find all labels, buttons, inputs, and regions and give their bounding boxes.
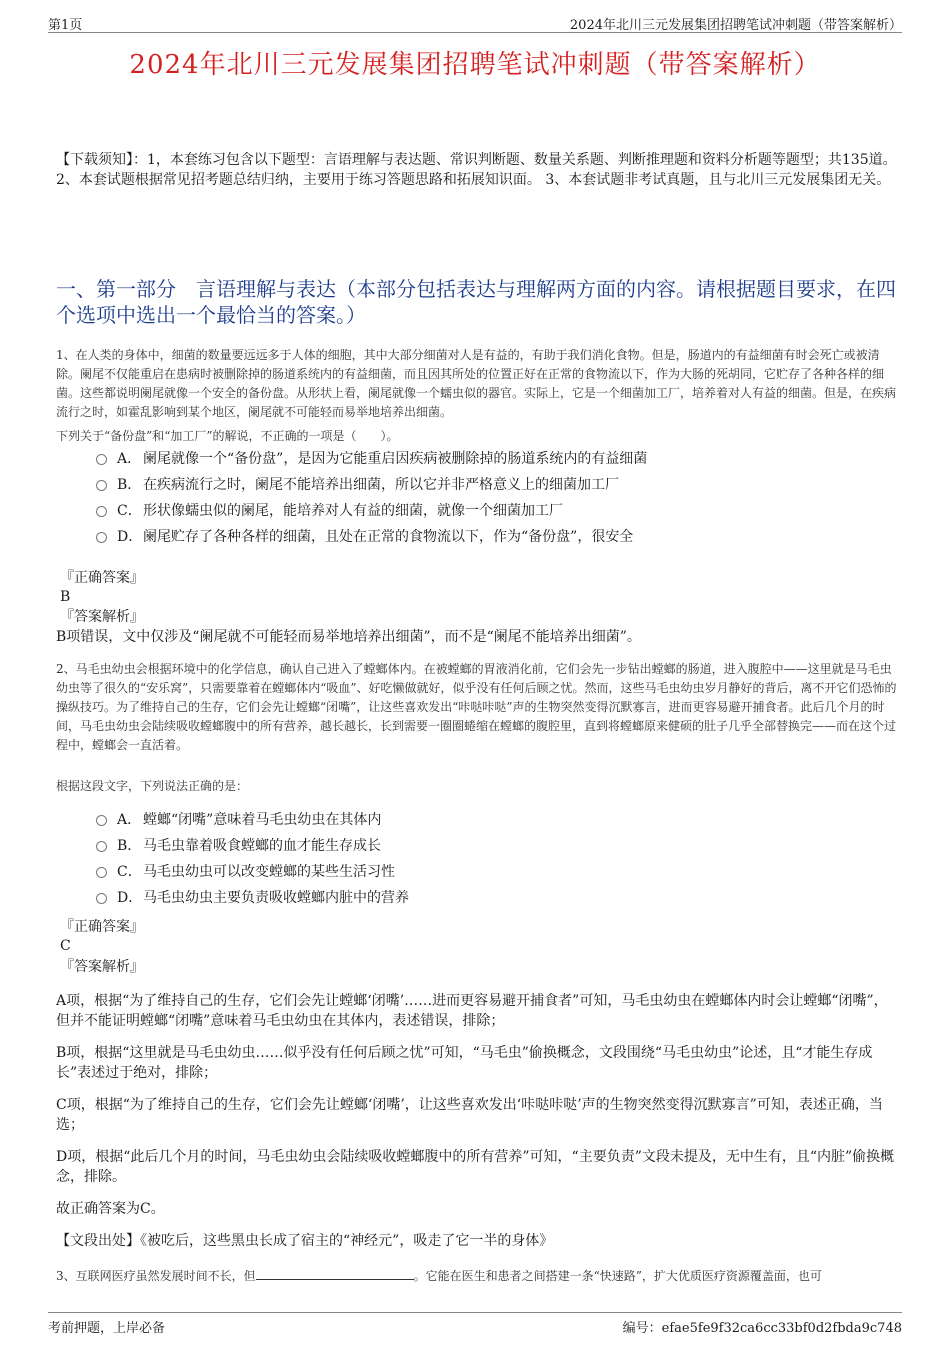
q2-option-b[interactable] (96, 835, 381, 857)
page-header (48, 12, 902, 33)
radio-icon[interactable] (96, 867, 107, 878)
q1-option-b[interactable] (96, 474, 619, 496)
option-letter: C． (117, 503, 142, 519)
q2-source: 【文段出处】《被吃后，这些黑虫长成了宿主的“神经元”，吸走了它一半的身体》 (56, 1233, 554, 1249)
q1-answer: B (60, 589, 71, 605)
q1-option-c[interactable] (96, 500, 563, 522)
option-letter: B． (117, 838, 142, 854)
q2-option-a[interactable] (96, 809, 381, 831)
q2-option-c[interactable] (96, 861, 395, 883)
radio-icon[interactable] (96, 454, 107, 465)
q1-passage: 1、在人类的身体中，细菌的数量要远远多于人体的细胞，其中大部分细菌对人是有益的，有助于我们消化食物。但是，肠道内的有益细菌有时会死亡或被清除。阑尾不仅能重启在患病时被删除掉的肠道系统内的有益细菌，而且因其所处的位置正好在正常的食物流以下，作为大肠的死胡同，它贮存了各种各样的细菌。这些都说明阑尾就像一个安全的备份盘。从形状上看，阑尾就像一个蠕虫似的器官。实际上，它是一个细菌加工厂，培养着对人有益的细菌。但是，在疾病流行之时，如霍乱影响到某个地区，阑尾就不可能轻而易举地培养出细菌。 (56, 348, 897, 419)
q2-analysis-d: D项，根据“此后几个月的时间，马毛虫幼虫会陆续吸收螳螂腹中的所有营养”可知，“主要负责”文段未提及，无中生有，且“内脏”偷换概念，排除。 (56, 1149, 895, 1185)
q2-analysis-c: C项，根据“为了维持自己的生存，它们会先让螳螂‘闭嘴’，让这些喜欢发出‘咔哒咔哒’声的生物突然变得沉默寡言”可知，表述正确，当选； (56, 1097, 883, 1133)
q2-analysis-label: 『答案解析』 (60, 959, 144, 975)
q3-stem (56, 1267, 900, 1286)
q1-analysis: B项错误，文中仅涉及“阑尾就不可能轻而易举地培养出细菌”，而不是“阑尾不能培养出细菌”。 (56, 629, 641, 645)
header-doc-title: 2024年北川三元发展集团招聘笔试冲刺题（带答案解析） (569, 18, 902, 33)
q2-option-d[interactable] (96, 887, 409, 909)
download-notice: 【下载须知】：1，本套练习包含以下题型：言语理解与表达题、常识判断题、数量关系题、判断推理题和资料分析题等题型；共135道。 2、本套试题根据常见招考题总结归纳，主要用于练习答题思路和拓展知识面。 3、本套试题非考试真题，且与北川三元发展集团无关。 (56, 152, 897, 188)
page-footer (48, 1312, 902, 1337)
q2-answer-label: 『正确答案』 (60, 919, 144, 935)
radio-icon[interactable] (96, 480, 107, 491)
q2-analysis-a: A项，根据“为了维持自己的生存，它们会先让螳螂‘闭嘴’……进而更容易避开捕食者”可知，马毛虫幼虫在螳螂体内时会让螳螂“闭嘴”，但并不能证明螳螂“闭嘴”意味着马毛虫幼虫在其体内，表述错误，排除； (56, 993, 888, 1029)
option-text: 螳螂“闭嘴”意味着马毛虫幼虫在其体内 (143, 812, 382, 828)
radio-icon[interactable] (96, 506, 107, 517)
q3-stem-before: 3、互联网医疗虽然发展时间不长，但 (56, 1269, 256, 1283)
option-letter: A． (117, 451, 142, 467)
option-letter: C． (117, 864, 142, 880)
q2-analysis-b: B项，根据“这里就是马毛虫幼虫……似乎没有任何后顾之忧”可知，“马毛虫”偷换概念，文段围绕“马毛虫幼虫”论述，且“才能生存成长”表述过于绝对，排除； (56, 1045, 873, 1081)
option-letter: A． (117, 812, 142, 828)
q1-option-a[interactable] (96, 448, 647, 470)
page-number: 第1页 (48, 18, 83, 33)
option-letter: B． (117, 477, 142, 493)
q2-stem: 根据这段文字，下列说法正确的是： (56, 779, 249, 793)
page-title: 2024年北川三元发展集团招聘笔试冲刺题（带答案解析） (129, 50, 821, 80)
option-text: 马毛虫幼虫可以改变螳螂的某些生活习性 (143, 864, 395, 880)
fill-in-blank (256, 1267, 414, 1280)
q2-answer: C (60, 938, 71, 954)
q3-stem-after: 。它能在医生和患者之间搭建一条“快速路”，扩大优质医疗资源覆盖面，也可 (413, 1269, 822, 1283)
option-text: 形状像蠕虫似的阑尾，能培养对人有益的细菌，就像一个细菌加工厂 (143, 503, 563, 519)
option-text: 马毛虫幼虫主要负责吸收螳螂内脏中的营养 (143, 890, 409, 906)
section-title: 一、第一部分 言语理解与表达（本部分包括表达与理解两方面的内容。请根据题目要求，在四个选项中选出一个最恰当的答案。） (56, 277, 896, 327)
radio-icon[interactable] (96, 841, 107, 852)
option-text: 阑尾贮存了各种各样的细菌，且处在正常的食物流以下，作为“备份盘”，很安全 (143, 529, 634, 545)
q2-conclusion: 故正确答案为C。 (56, 1201, 165, 1217)
option-text: 阑尾就像一个“备份盘”，是因为它能重启因疾病被删除掉的肠道系统内的有益细菌 (143, 451, 648, 467)
q1-stem: 下列关于“备份盘”和“加工厂”的解说，不正确的一项是（ ）。 (56, 429, 399, 443)
radio-icon[interactable] (96, 893, 107, 904)
q1-analysis-label: 『答案解析』 (60, 609, 144, 625)
footer-slogan: 考前押题，上岸必备 (48, 1321, 166, 1336)
footer-code: 编号：efae5fe9f32ca6cc33bf0d2fbda9c748 (622, 1321, 902, 1336)
radio-icon[interactable] (96, 532, 107, 543)
option-letter: D． (117, 529, 143, 545)
radio-icon[interactable] (96, 815, 107, 826)
q2-passage: 2、马毛虫幼虫会根据环境中的化学信息，确认自己进入了螳螂体内。在被螳螂的胃液消化前，它们会先一步钻出螳螂的肠道，进入腹腔中——这里就是马毛虫幼虫等了很久的“安乐窝”，只需要靠着在螳螂体内“吸血”、好吃懒做就好，似乎没有任何后顾之忧。然而，这些马毛虫幼虫岁月静好的背后，离不开它们恐怖的操纵技巧。为了维持自己的生存，它们会先让螳螂“闭嘴”，让这些喜欢发出“咔哒咔哒”声的生物突然变得沉默寡言，进而更容易避开捕食者。此后几个月的时间，马毛虫幼虫会陆续吸收螳螂腹中的所有营养，越长越长，长到需要一圈圈蜷缩在螳螂的腹腔里，直到将螳螂原来健硕的肚子几乎全部替换完——而在这个过程中，螳螂会一直活着。 (56, 662, 897, 752)
q1-option-d[interactable] (96, 526, 633, 548)
q1-answer-label: 『正确答案』 (60, 570, 144, 586)
option-text: 马毛虫靠着吸食螳螂的血才能生存成长 (143, 838, 381, 854)
option-letter: D． (117, 890, 143, 906)
option-text: 在疾病流行之时，阑尾不能培养出细菌，所以它并非严格意义上的细菌加工厂 (143, 477, 619, 493)
